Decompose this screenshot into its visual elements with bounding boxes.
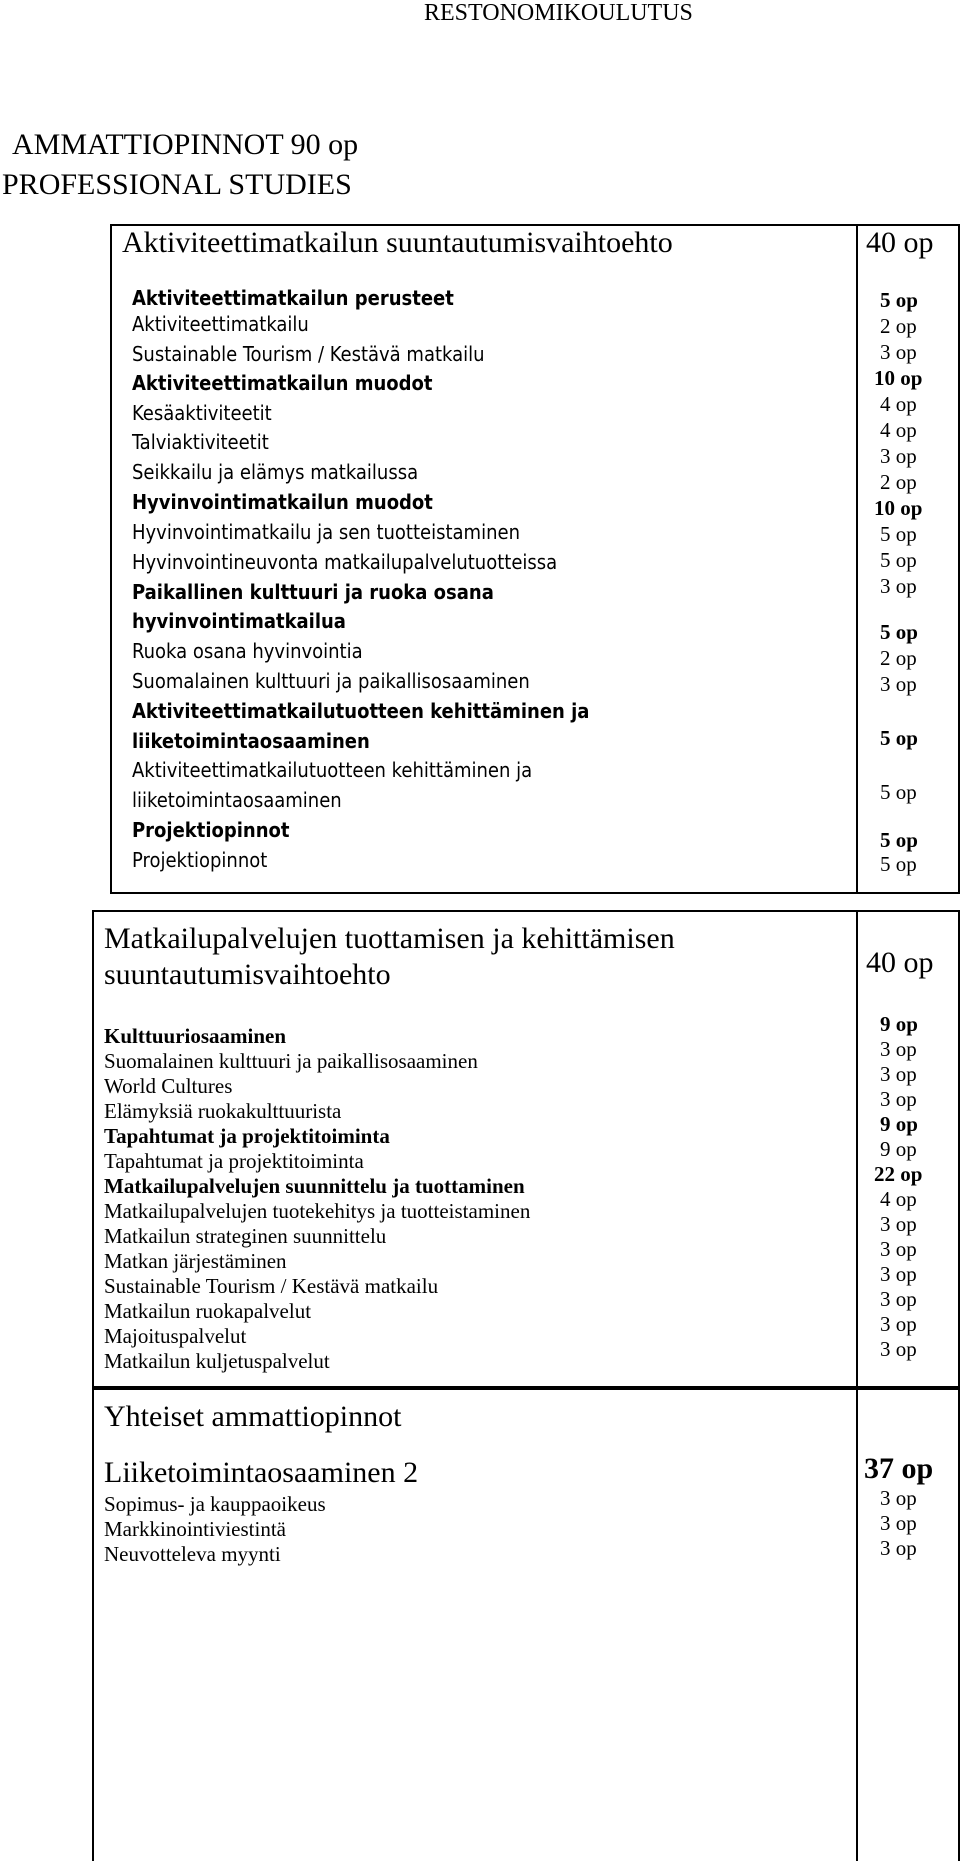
course-item: Aktiviteettimatkailu: [132, 312, 309, 336]
section-credits: 40 op: [866, 946, 934, 979]
credit-value: 5 op: [880, 288, 918, 312]
course-item: Hyvinvointineuvonta matkailupalvelutuotteissa: [132, 550, 558, 574]
course-group: Matkailupalvelujen suunnittelu ja tuottaminen: [104, 1174, 525, 1198]
course-item: Aktiviteettimatkailutuotteen kehittäminen ja: [132, 758, 533, 782]
credit-value: 3 op: [880, 340, 917, 364]
column-divider: [856, 910, 858, 1388]
credit-value: 5 op: [880, 726, 918, 750]
credit-value: 3 op: [880, 1212, 917, 1236]
course-item: Suomalainen kulttuuri ja paikallisosaaminen: [132, 669, 530, 693]
course-group: Paikallinen kulttuuri ja ruoka osana: [132, 580, 494, 604]
course-item: Sustainable Tourism / Kestävä matkailu: [104, 1274, 439, 1298]
course-item: Projektiopinnot: [132, 848, 268, 872]
course-group: Projektiopinnot: [132, 818, 290, 842]
document-header: RESTONOMIKOULUTUS: [424, 0, 693, 26]
credit-value: 3 op: [880, 444, 917, 468]
course-item: Hyvinvointimatkailu ja sen tuotteistaminen: [132, 520, 520, 544]
credit-value: 5 op: [880, 852, 917, 876]
credit-value: 3 op: [880, 1287, 917, 1311]
course-item: Matkailun ruokapalvelut: [104, 1299, 312, 1323]
course-group: hyvinvointimatkailua: [132, 609, 346, 633]
credit-value: 3 op: [880, 1337, 917, 1361]
section-credits: 40 op: [866, 226, 934, 259]
credit-value: 3 op: [880, 1536, 917, 1560]
course-item: Matkailun kuljetuspalvelut: [104, 1349, 330, 1373]
credit-value: 3 op: [880, 1312, 917, 1336]
course-group: liiketoimintaosaaminen: [132, 729, 370, 753]
credit-value: 5 op: [880, 620, 918, 644]
course-item: Elämyksiä ruokakulttuurista: [104, 1099, 342, 1123]
credit-value: 4 op: [880, 1187, 917, 1211]
course-group: Aktiviteettimatkailutuotteen kehittäminen ja: [132, 699, 590, 723]
course-item: Seikkailu ja elämys matkailussa: [132, 460, 419, 484]
course-group: Kulttuuriosaaminen: [104, 1024, 287, 1048]
course-item: Sopimus- ja kauppaoikeus: [104, 1492, 326, 1516]
course-item: Matkailupalvelujen tuotekehitys ja tuotteistaminen: [104, 1199, 531, 1223]
course-item: Majoituspalvelut: [104, 1324, 247, 1348]
section-subtitle: Liiketoimintaosaaminen 2: [104, 1456, 419, 1489]
course-item: Kesäaktiviteetit: [132, 401, 272, 425]
section-title: Matkailupalvelujen tuottamisen ja kehittämisen: [104, 922, 675, 955]
course-item: Sustainable Tourism / Kestävä matkailu: [132, 342, 485, 366]
column-divider: [856, 1388, 858, 1861]
course-item: Neuvotteleva myynti: [104, 1542, 281, 1566]
credit-value: 3 op: [880, 1237, 917, 1261]
credit-value: 5 op: [880, 780, 917, 804]
credit-value: 2 op: [880, 314, 917, 338]
page-subtitle: PROFESSIONAL STUDIES: [2, 168, 352, 201]
course-item: Tapahtumat ja projektitoiminta: [104, 1149, 364, 1173]
credit-value: 10 op: [874, 366, 923, 390]
credit-value: 3 op: [880, 1511, 917, 1535]
credit-value: 3 op: [880, 1262, 917, 1286]
credit-value: 3 op: [880, 672, 917, 696]
credit-value: 2 op: [880, 646, 917, 670]
column-divider: [856, 224, 858, 894]
course-item: Suomalainen kulttuuri ja paikallisosaaminen: [104, 1049, 478, 1073]
course-group: Hyvinvointimatkailun muodot: [132, 490, 433, 514]
course-item: Talviaktiviteetit: [132, 430, 269, 454]
course-item: World Cultures: [104, 1074, 233, 1098]
course-group: Aktiviteettimatkailun perusteet: [132, 286, 454, 310]
credit-value: 4 op: [880, 418, 917, 442]
section-title-line2: suuntautumisvaihtoehto: [104, 958, 391, 991]
course-item: Ruoka osana hyvinvointia: [132, 639, 363, 663]
credit-value: 4 op: [880, 392, 917, 416]
credit-value: 2 op: [880, 470, 917, 494]
credit-value: 5 op: [880, 548, 917, 572]
course-group: Aktiviteettimatkailun muodot: [132, 371, 433, 395]
page-title: AMMATTIOPINNOT 90 op: [12, 128, 359, 161]
section-title: Yhteiset ammattiopinnot: [104, 1400, 402, 1433]
credit-value: 5 op: [880, 522, 917, 546]
course-item: Matkailun strateginen suunnittelu: [104, 1224, 387, 1248]
course-item: Markkinointiviestintä: [104, 1517, 286, 1541]
credit-value: 9 op: [880, 1012, 918, 1036]
section-credits: 37 op: [864, 1452, 934, 1485]
credit-value: 3 op: [880, 1037, 917, 1061]
credit-value: 5 op: [880, 828, 918, 852]
credit-value: 3 op: [880, 1062, 917, 1086]
credit-value: 10 op: [874, 496, 923, 520]
course-group: Tapahtumat ja projektitoiminta: [104, 1124, 390, 1148]
course-item: liiketoimintaosaaminen: [132, 788, 342, 812]
section-title: Aktiviteettimatkailun suuntautumisvaihtoehto: [122, 226, 673, 259]
credit-value: 9 op: [880, 1112, 918, 1136]
credit-value: 3 op: [880, 1486, 917, 1510]
credit-value: 9 op: [880, 1137, 917, 1161]
credit-value: 22 op: [874, 1162, 923, 1186]
credit-value: 3 op: [880, 1087, 917, 1111]
course-item: Matkan järjestäminen: [104, 1249, 287, 1273]
credit-value: 3 op: [880, 574, 917, 598]
